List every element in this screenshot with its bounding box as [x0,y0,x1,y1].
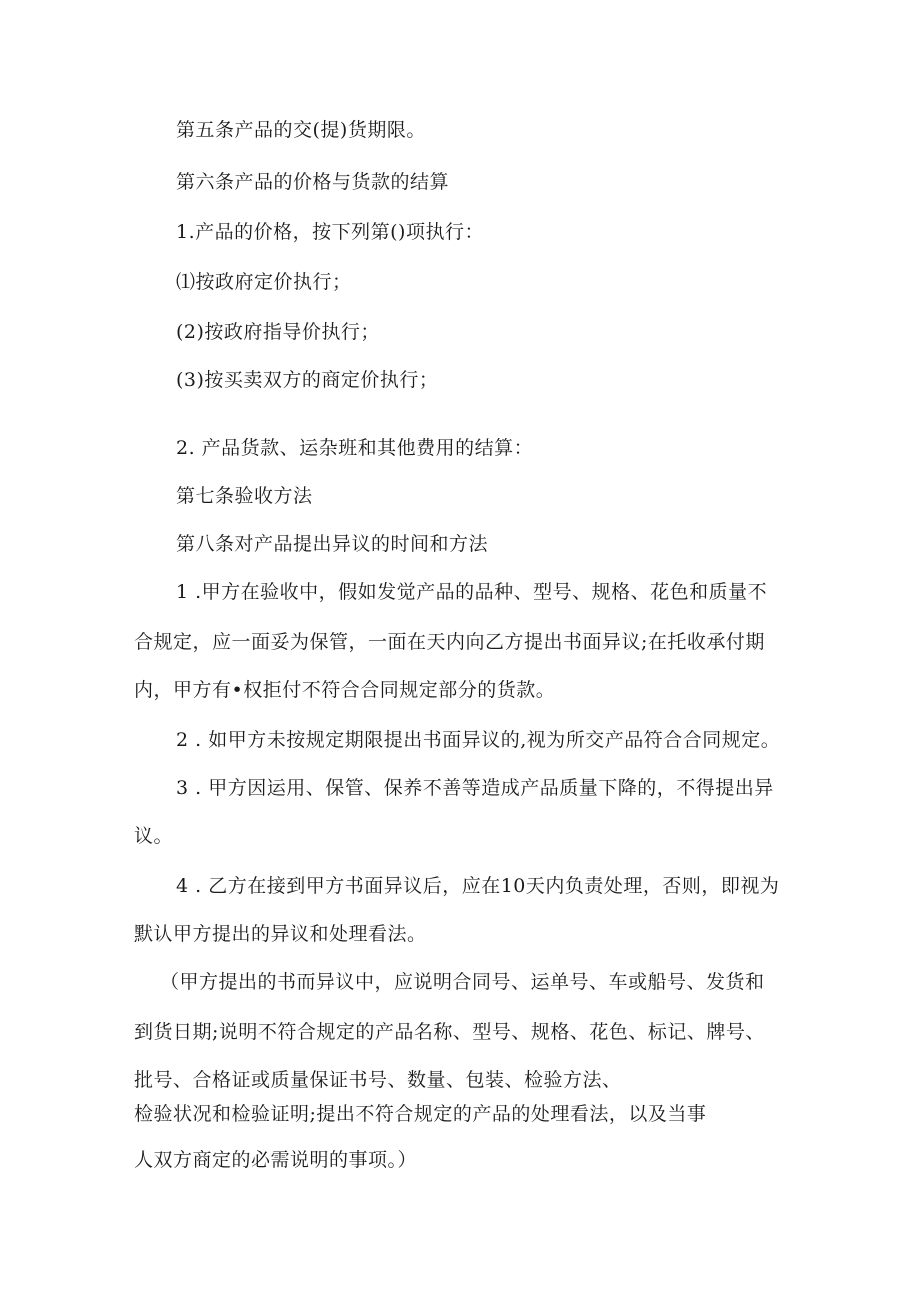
price-option-2: (2)按政府指导价执行； [176,321,380,343]
price-option-3: (3)按买卖双方的商定价执行； [176,369,439,391]
note-line-5: 人双方商定的必需说明的事项。） [134,1149,418,1171]
price-clause: 1.产品的价格，按下列第()项执行： [176,221,484,243]
clause-4-line-1: 4 . 乙方在接到甲方书面异议后，应在10天内负责处理，否则，即视为 [176,875,780,897]
article-6-heading: 第六条产品的价格与货款的结算 [176,171,450,193]
article-5-heading: 第五条产品的交(提)货期限。 [176,119,426,141]
payment-clause: 2. 产品货款、运杂班和其他费用的结算： [176,437,534,459]
note-line-2: 到货日期;说明不符合规定的产品名称、型号、规格、花色、标记、牌号、 [134,1021,765,1043]
article-7-heading: 第七条验收方法 [176,485,313,507]
clause-1-line-2: 合规定，应一面妥为保管，一面在天内向乙方提出书面异议;在托收承付期 [134,631,765,653]
article-8-heading: 第八条对产品提出异议的时间和方法 [176,533,489,555]
clause-4-line-2: 默认甲方提出的异议和处理看法。 [134,923,427,945]
clause-3-line-1: 3 . 甲方因运用、保管、保养不善等造成产品质量下降的，不得提出异 [176,777,774,799]
clause-1-line-1: 1 .甲方在验收中，假如发觉产品的品种、型号、规格、花色和质量不 [176,581,768,603]
note-line-1: （甲方提出的书而异议中，应说明合同号、运单号、车或船号、发货和 [160,971,765,993]
clause-3-line-2: 议。 [134,825,174,847]
note-line-4: 检验状况和检验证明;提出不符合规定的产品的处理看法，以及当事 [134,1103,707,1125]
price-option-1: ⑴按政府定价执行； [176,271,352,293]
clause-2: 2 . 如甲方未按规定期限提出书面异议的,视为所交产品符合合同规定。 [176,729,781,751]
clause-1-line-3: 内，甲方有•权拒付不符合合同规定部分的货款。 [134,679,556,701]
note-line-3: 批号、合格证或质量保证书号、数量、包装、检验方法、 [134,1069,622,1091]
